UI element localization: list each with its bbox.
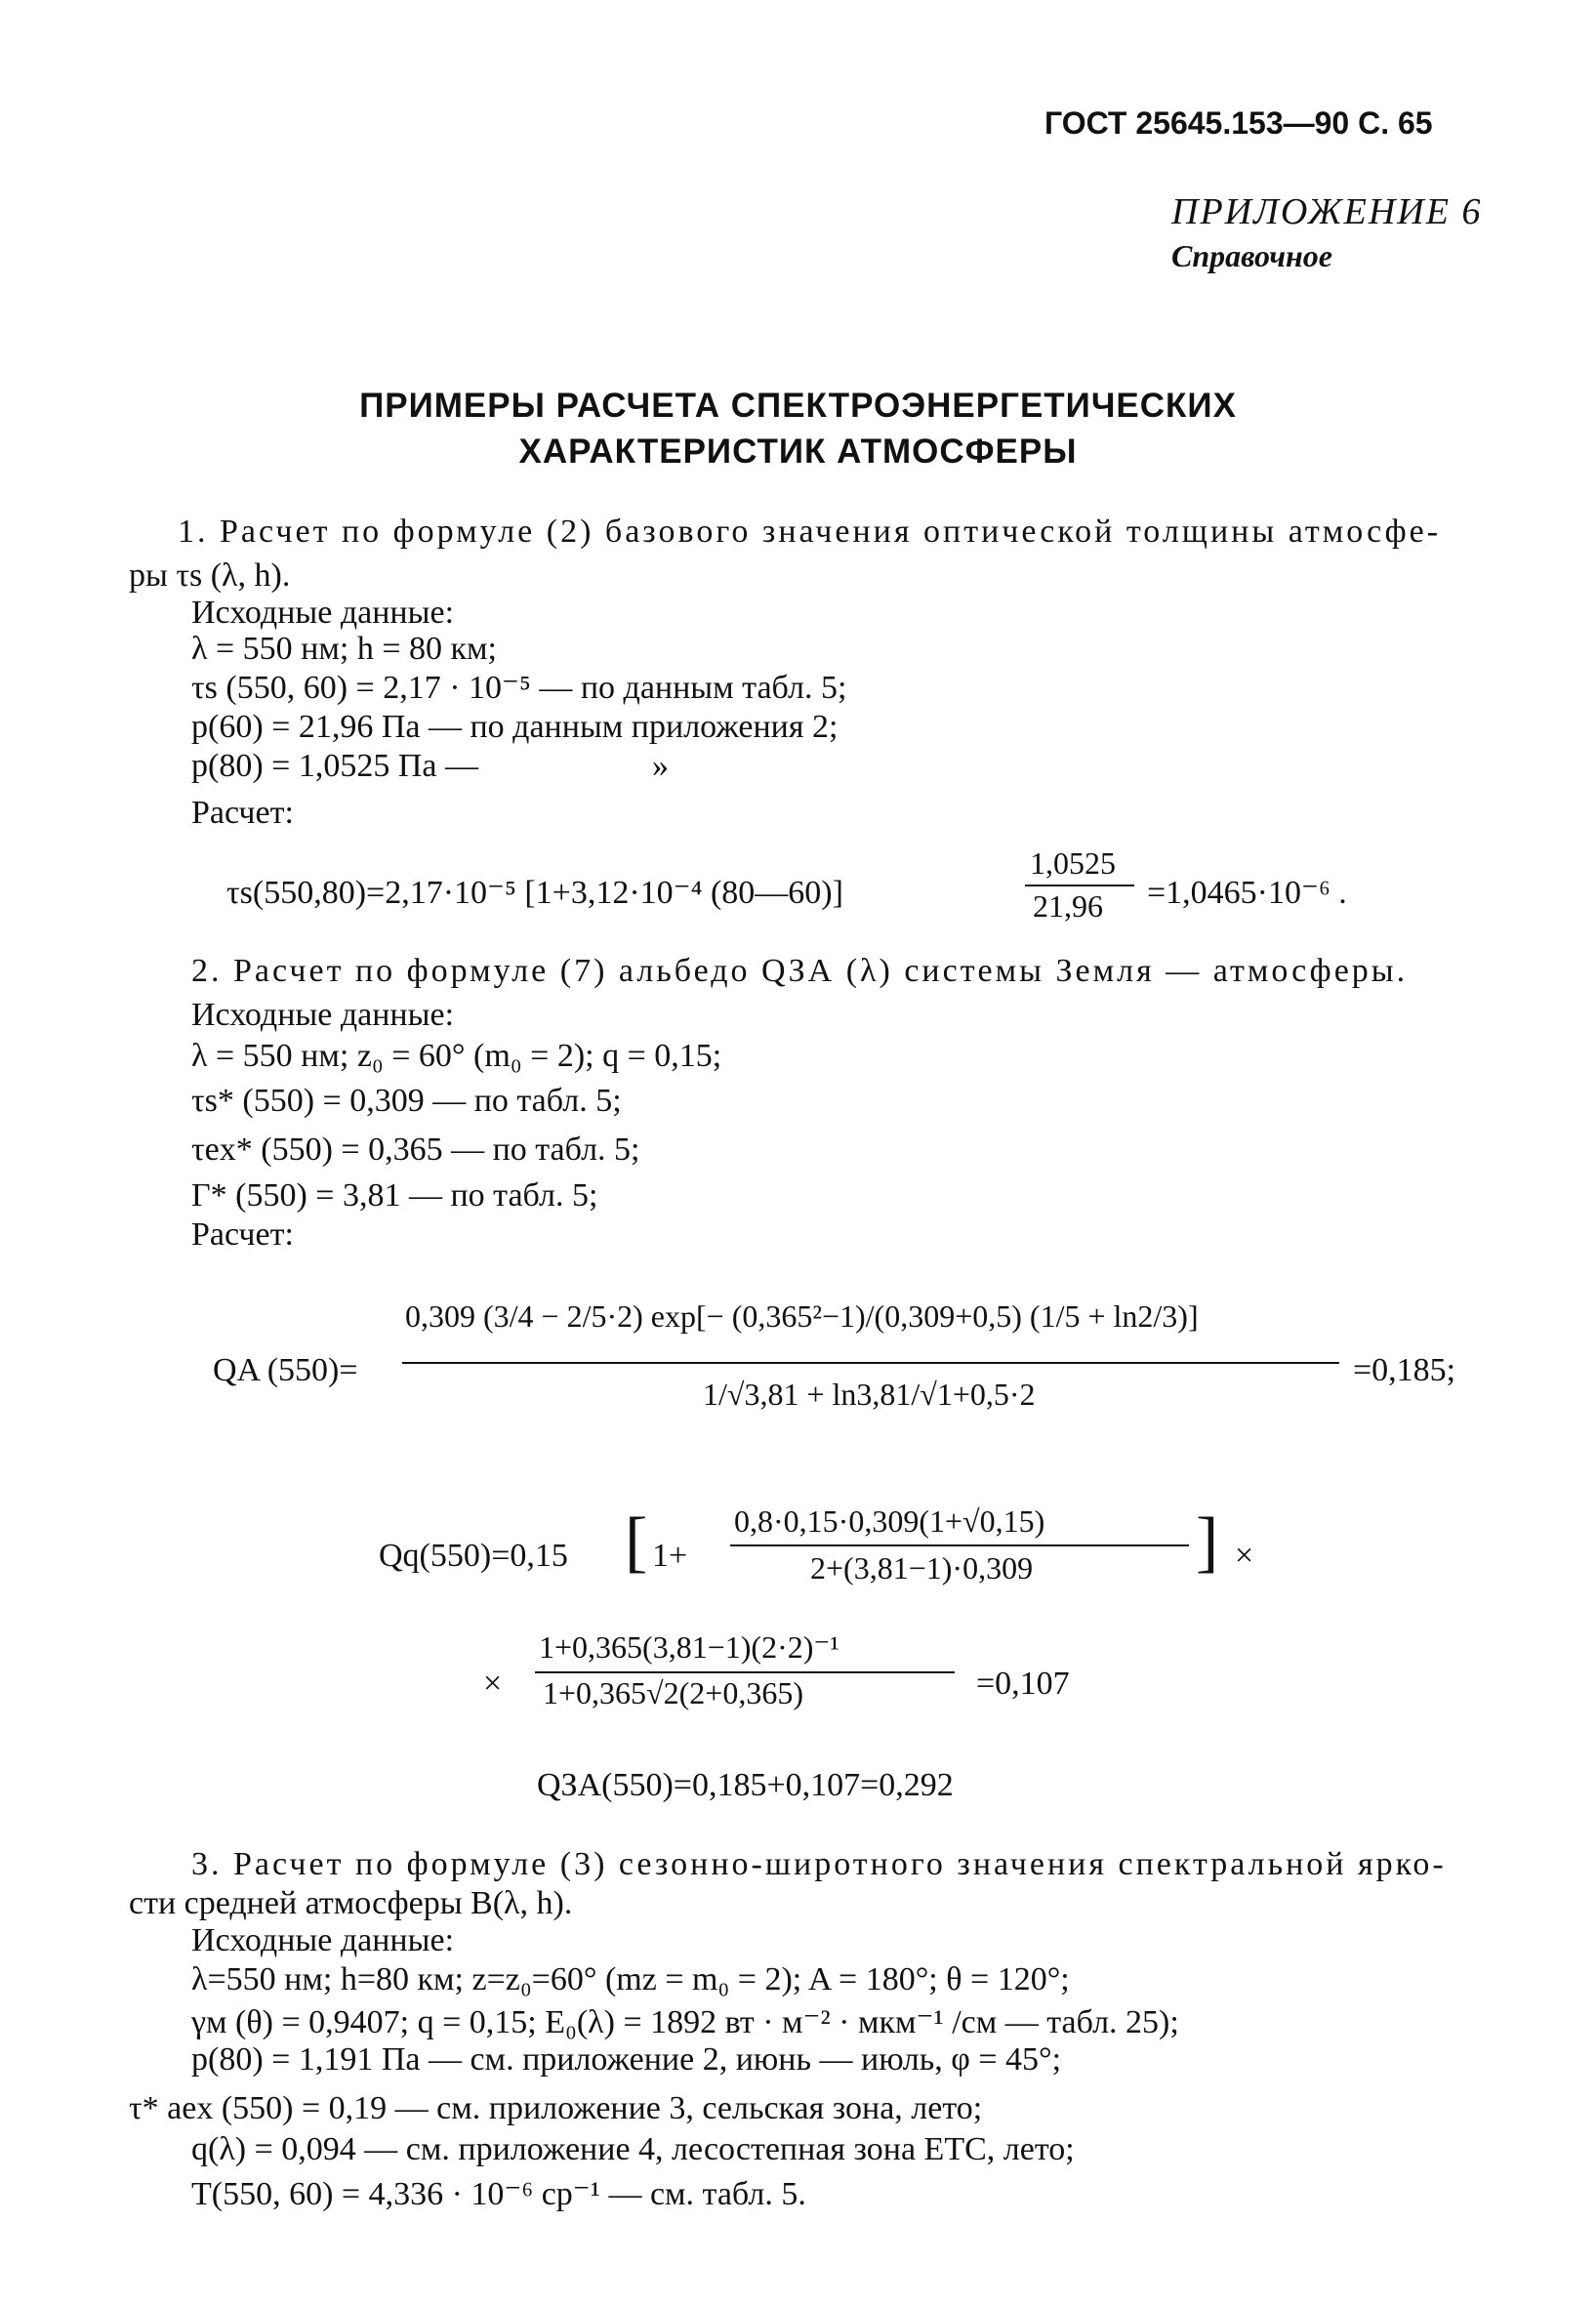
sec2-data-4: Г* (550) = 3,81 — по табл. 5; (191, 1177, 598, 1214)
sec3-data-6: T(550, 60) = 4,336 · 10⁻⁶ ср⁻¹ — см. табл. 5. (191, 2176, 806, 2212)
sec1-formula-left: τs(550,80)=2,17·10⁻⁵ [1+3,12·10⁻⁴ (80—60)] (226, 875, 843, 911)
qa-result: =0,185; (1353, 1352, 1456, 1388)
qq2-times: × (483, 1666, 503, 1702)
qa-denominator: 1/√3,81 + ln3,81/√1+0,5·2 (703, 1377, 1036, 1412)
qq2-numerator: 1+0,365(3,81−1)(2·2)⁻¹ (539, 1629, 839, 1665)
qza-result: QЗА(550)=0,185+0,107=0,292 (537, 1767, 954, 1803)
sec1-calc-label: Расчет: (191, 795, 294, 831)
sec1-data-2: τs (550, 60) = 2,17 · 10⁻⁵ — по данным табл. 5; (191, 670, 847, 706)
qq-numerator: 0,8·0,15·0,309(1+√0,15) (734, 1503, 1045, 1539)
qq-fraction-bar (730, 1544, 1189, 1546)
qq2-denominator: 1+0,365√2(2+0,365) (543, 1675, 803, 1710)
appendix-label: ПРИЛОЖЕНИЕ 6 (1171, 191, 1483, 232)
sec3-data-1: λ=550 нм; h=80 км; z=z₀=60° (mz = m₀ = 2); A = 180°; θ = 120°; (191, 1961, 1070, 1997)
qa-main-fraction-bar (402, 1362, 1339, 1364)
sec3-data-3: p(80) = 1,191 Па — см. приложение 2, июнь — июль, φ = 45°; (191, 2041, 1062, 2078)
qq-left: Qq(550)=0,15 (379, 1538, 568, 1574)
qq-close-bracket: ] (1196, 1504, 1219, 1580)
qq-times: × (1235, 1538, 1254, 1574)
sec1-formula-denominator: 21,96 (1033, 888, 1103, 924)
qq-denominator: 2+(3,81−1)·0,309 (810, 1550, 1034, 1585)
sec2-input-label: Исходные данные: (191, 997, 455, 1033)
qq2-result: =0,107 (976, 1666, 1070, 1702)
qa-numerator: 0,309 (3/4 − 2/5·2) exp[− (0,365²−1)/(0,309+0,5) (1/5 + ln2/3)] (405, 1298, 1199, 1334)
page-title-line-1: ПРИМЕРЫ РАСЧЕТА СПЕКТРОЭНЕРГЕТИЧЕСКИХ (359, 387, 1237, 425)
appendix-type: Справочное (1171, 238, 1332, 273)
qa-left: QA (550)= (213, 1352, 358, 1388)
sec1-data-1: λ = 550 нм; h = 80 км; (191, 631, 497, 667)
sec1-ditto-mark: » (652, 748, 669, 784)
sec3-intro: 3. Расчет по формуле (3) сезонно-широтного значения спектральной ярко- (191, 1846, 1447, 1882)
sec3-data-5: q(λ) = 0,094 — см. приложение 4, лесостепная зона ЕТС, лето; (191, 2131, 1075, 2167)
sec2-data-1: λ = 550 нм; z₀ = 60° (m₀ = 2); q = 0,15; (191, 1038, 722, 1074)
sec2-data-3: τex* (550) = 0,365 — по табл. 5; (191, 1132, 640, 1168)
sec1-formula-result: =1,0465·10⁻⁶ . (1147, 875, 1347, 911)
sec3-data-2: γм (θ) = 0,9407; q = 0,15; E₀(λ) = 1892 вт · м⁻² · мкм⁻¹ /см — табл. 25); (191, 2004, 1179, 2040)
qq-open-bracket: [ (625, 1504, 648, 1580)
sec1-input-label: Исходные данные: (191, 595, 455, 631)
sec2-calc-label: Расчет: (191, 1216, 294, 1253)
qq-one-plus: 1+ (652, 1538, 688, 1574)
sec3-intro-cont: сти средней атмосферы B(λ, h). (129, 1885, 573, 1921)
sec3-data-4: τ* aex (550) = 0,19 — см. приложение 3, сельская зона, лето; (129, 2090, 983, 2126)
qq2-fraction-bar (535, 1671, 955, 1673)
sec1-data-3: p(60) = 21,96 Па — по данным приложения 2; (191, 709, 839, 745)
sec1-fraction-bar (1025, 885, 1134, 886)
sec1-data-4: p(80) = 1,0525 Па — (191, 748, 478, 784)
page-title-line-2: ХАРАКТЕРИСТИК АТМОСФЕРЫ (518, 432, 1078, 471)
sec2-data-2: τs* (550) = 0,309 — по табл. 5; (191, 1083, 622, 1119)
sec1-formula-numerator: 1,0525 (1030, 845, 1116, 881)
sec1-intro: 1. Расчет по формуле (2) базового значения оптической толщины атмосфе- (178, 514, 1442, 550)
document-reference: ГОСТ 25645.153—90 С. 65 (1044, 105, 1433, 141)
sec2-intro: 2. Расчет по формуле (7) альбедо QЗА (λ) системы Земля — атмосферы. (191, 953, 1409, 989)
sec3-input-label: Исходные данные: (191, 1922, 455, 1958)
sec1-intro-cont: ры τs (λ, h). (129, 557, 291, 594)
